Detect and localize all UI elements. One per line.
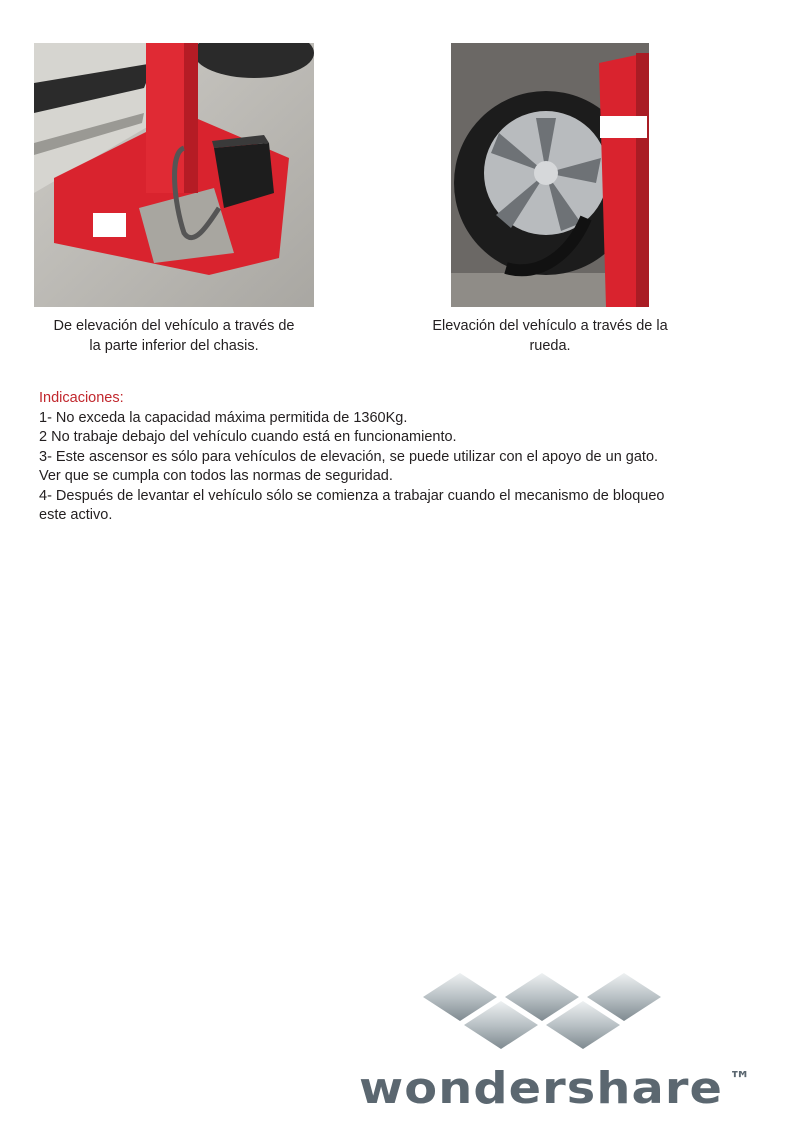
- instruction-line: este activo.: [39, 507, 113, 523]
- logo-trademark: ™: [729, 1068, 751, 1093]
- caption-wheel-line2: rueda.: [529, 338, 571, 354]
- chassis-lift-photo: [34, 43, 314, 307]
- wheel-lift-photo: [451, 43, 649, 307]
- instruction-line: 3- Este ascensor es sólo para vehículos de elevación, se puede utilizar con el apoyo de un gato.: [39, 448, 659, 465]
- instruction-line: 1- No exceda la capacidad máxima permitida de 1360Kg.: [39, 409, 408, 426]
- instruction-line: Ver que se cumpla con todos las normas de seguridad.: [39, 468, 393, 484]
- diamond-pattern-icon: [423, 973, 661, 1049]
- wondershare-logo: [355, 965, 765, 1115]
- instructions-heading: Indicaciones:: [39, 390, 124, 406]
- instructions-section: [39, 389, 759, 526]
- logo-wordmark: wondershare: [359, 1063, 723, 1114]
- caption-chassis-line2: la parte inferior del chasis.: [89, 338, 259, 354]
- caption-chassis-line1: De elevación del vehículo a través de: [53, 318, 295, 334]
- caption-chassis: [34, 316, 314, 356]
- caption-wheel: [400, 316, 700, 356]
- instruction-line: 4- Después de levantar el vehículo sólo se comienza a trabajar cuando el mecanismo de bloqueo: [39, 487, 665, 504]
- caption-wheel-line1: Elevación del vehículo a través de la: [432, 318, 668, 334]
- instruction-line: 2 No trabaje debajo del vehículo cuando está en funcionamiento.: [39, 429, 457, 445]
